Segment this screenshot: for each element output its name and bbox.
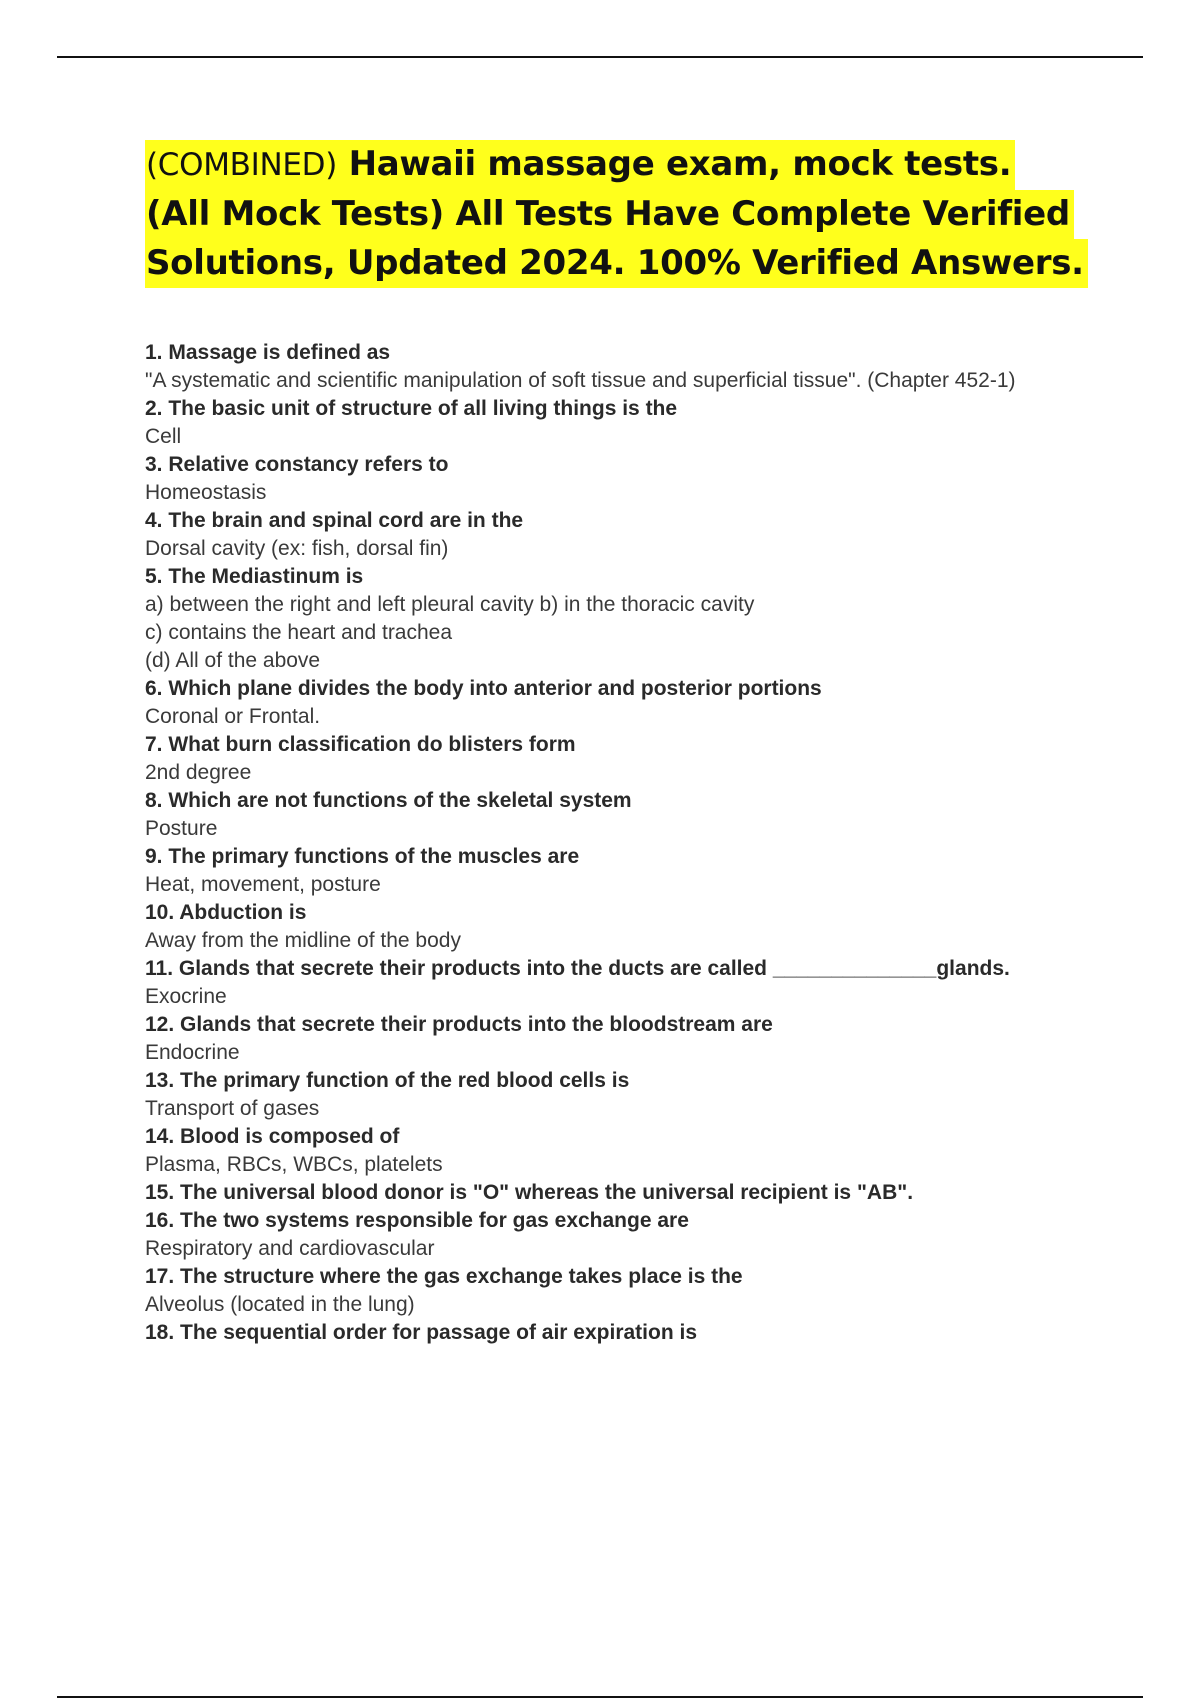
answer-line: Transport of gases <box>145 1097 320 1120</box>
answer-line: "A systematic and scientific manipulation of soft tissue and superficial tissue". (Chapter 452-1) <box>145 369 1016 392</box>
question-item <box>145 395 1080 451</box>
question-text: 4. The brain and spinal cord are in the <box>145 509 524 532</box>
answer-text <box>145 871 1080 899</box>
question-text: 9. The primary functions of the muscles are <box>145 845 580 868</box>
document-title <box>145 140 1105 288</box>
title-text: (All Mock Tests) All Tests Have Complete Verified <box>146 194 1070 234</box>
answer-line: Posture <box>145 817 218 840</box>
question-text: 1. Massage is defined as <box>145 341 391 364</box>
answer-text <box>145 1291 1080 1319</box>
answer-line: c) contains the heart and trachea <box>145 621 453 644</box>
title-line <box>145 140 1015 190</box>
answer-line: Respiratory and cardiovascular <box>145 1237 435 1260</box>
title-line <box>145 239 1088 288</box>
question-item <box>145 507 1080 563</box>
answer-line: 2nd degree <box>145 761 252 784</box>
question-text: 10. Abduction is <box>145 901 307 924</box>
answer-text <box>145 983 1080 1011</box>
question-text: 11. Glands that secrete their products into the ducts are called ______________glands. <box>145 957 1010 980</box>
question-text: 5. The Mediastinum is <box>145 565 364 588</box>
answer-line: (d) All of the above <box>145 649 321 672</box>
title-lead: (COMBINED) <box>146 147 338 183</box>
answer-text <box>145 759 1080 787</box>
question-item <box>145 675 1080 731</box>
question-text: 6. Which plane divides the body into anterior and posterior portions <box>145 677 822 700</box>
question-item <box>145 1067 1080 1123</box>
answer-text <box>145 1235 1080 1263</box>
answer-text <box>145 535 1080 563</box>
question-text: 13. The primary function of the red blood cells is <box>145 1069 630 1092</box>
top-rule <box>57 56 1143 58</box>
question-item <box>145 1319 1080 1347</box>
answer-text <box>145 367 1080 395</box>
question-text: 18. The sequential order for passage of air expiration is <box>145 1321 697 1344</box>
question-item <box>145 563 1080 675</box>
question-text: 3. Relative constancy refers to <box>145 453 449 476</box>
answer-line: Homeostasis <box>145 481 267 504</box>
answer-line: Cell <box>145 425 182 448</box>
question-text: 2. The basic unit of structure of all living things is the <box>145 397 678 420</box>
answer-text <box>145 815 1080 843</box>
question-item <box>145 339 1080 395</box>
answer-text <box>145 1039 1080 1067</box>
question-item <box>145 1179 1080 1207</box>
question-item <box>145 1207 1080 1263</box>
question-text: 12. Glands that secrete their products into the bloodstream are <box>145 1013 773 1036</box>
question-item <box>145 1011 1080 1067</box>
answer-text <box>145 591 1080 675</box>
answer-text <box>145 703 1080 731</box>
question-item <box>145 1123 1080 1179</box>
answer-line: Alveolus (located in the lung) <box>145 1293 415 1316</box>
title-line <box>145 190 1074 239</box>
question-item <box>145 1263 1080 1319</box>
title-text: Solutions, Updated 2024. 100% Verified Answers. <box>146 243 1084 283</box>
question-item <box>145 451 1080 507</box>
question-item <box>145 787 1080 843</box>
answer-text <box>145 927 1080 955</box>
answer-line: Away from the midline of the body <box>145 929 461 952</box>
question-text: 15. The universal blood donor is "O" whereas the universal recipient is "AB". <box>145 1181 914 1204</box>
answer-text <box>145 479 1080 507</box>
title-text: Hawaii massage exam, mock tests. <box>337 144 1012 184</box>
question-text: 8. Which are not functions of the skeletal system <box>145 789 632 812</box>
question-item <box>145 955 1080 1011</box>
answer-line: Plasma, RBCs, WBCs, platelets <box>145 1153 443 1176</box>
bottom-rule <box>57 1696 1143 1698</box>
answer-text <box>145 1095 1080 1123</box>
answer-text <box>145 423 1080 451</box>
question-text: 16. The two systems responsible for gas exchange are <box>145 1209 689 1232</box>
answer-line: Heat, movement, posture <box>145 873 381 896</box>
question-text: 14. Blood is composed of <box>145 1125 400 1148</box>
answer-text <box>145 1151 1080 1179</box>
question-item <box>145 843 1080 899</box>
answer-line: Endocrine <box>145 1041 240 1064</box>
question-list <box>145 339 1080 1347</box>
question-item <box>145 899 1080 955</box>
answer-line: Coronal or Frontal. <box>145 705 321 728</box>
question-text: 17. The structure where the gas exchange takes place is the <box>145 1265 743 1288</box>
answer-line: a) between the right and left pleural cavity b) in the thoracic cavity <box>145 593 755 616</box>
answer-line: Dorsal cavity (ex: fish, dorsal fin) <box>145 537 449 560</box>
question-item <box>145 731 1080 787</box>
question-text: 7. What burn classification do blisters form <box>145 733 576 756</box>
answer-line: Exocrine <box>145 985 227 1008</box>
